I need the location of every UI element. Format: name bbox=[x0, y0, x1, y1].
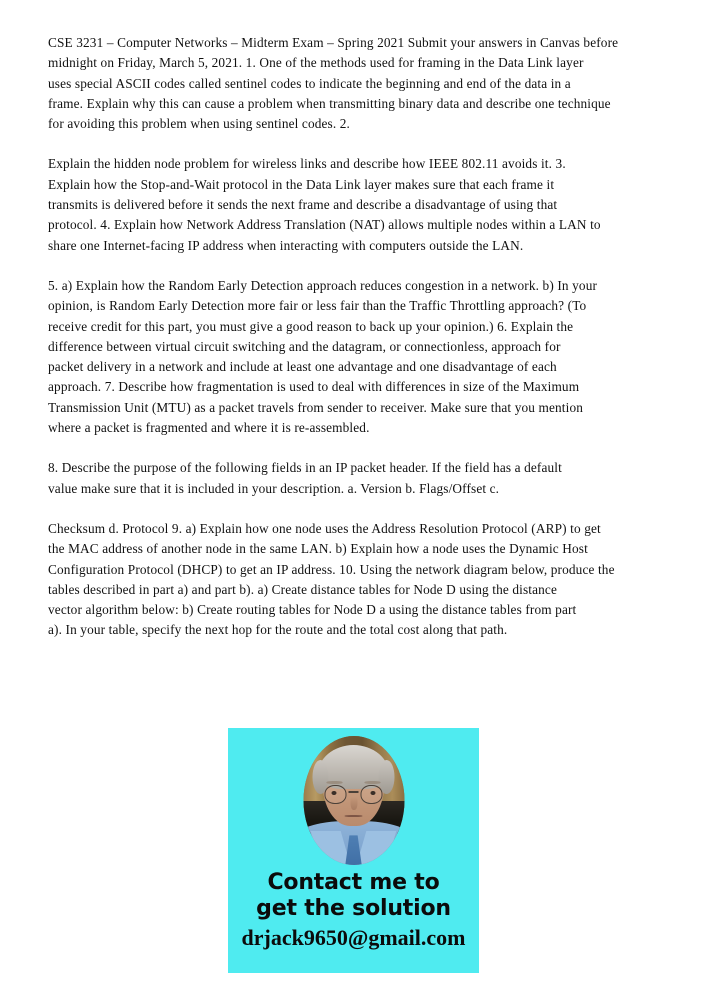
document-body bbox=[48, 33, 650, 641]
text-line: value make sure that it is included in your description. a. Version b. Flags/Offset c. bbox=[48, 480, 500, 496]
paragraph-5 bbox=[48, 519, 650, 641]
photo-nose bbox=[351, 797, 357, 810]
photo-eyebrow-left bbox=[326, 781, 342, 784]
photo-eyebrow-right bbox=[365, 781, 381, 784]
text-line: share one Internet-facing IP address when interacting with computers outside the LAN. bbox=[48, 237, 524, 253]
text-line: Transmission Unit (MTU) as a packet travels from sender to receiver. Make sure that you mention bbox=[48, 399, 584, 415]
contact-banner bbox=[228, 728, 479, 973]
text-line: opinion, is Random Early Detection more fair or less fair than the Traffic Throttling approach? (To bbox=[48, 298, 587, 314]
text-line: tables described in part a) and part b). a) Create distance tables for Node D using the distance bbox=[48, 581, 557, 597]
photo-eye-left bbox=[332, 791, 337, 795]
paragraph-4 bbox=[48, 458, 650, 499]
text-line: CSE 3231 – Computer Networks – Midterm Exam – Spring 2021 Submit your answers in Canvas before bbox=[48, 35, 619, 50]
text-line: packet delivery in a network and include at least one advantage and one disadvantage of each bbox=[48, 359, 557, 375]
text-line: Configuration Protocol (DHCP) to get an IP address. 10. Using the network diagram below, produce the bbox=[48, 561, 615, 577]
portrait-photo bbox=[303, 736, 404, 865]
photo-mouth bbox=[345, 815, 362, 817]
text-line: Explain how the Stop-and-Wait protocol in the Data Link layer makes sure that each frame it bbox=[48, 176, 555, 192]
text-line: vector algorithm below: b) Create routing tables for Node D a using the distance tables from part bbox=[48, 602, 577, 618]
paragraph-1 bbox=[48, 33, 650, 134]
text-line: a). In your table, specify the next hop for the route and the total cost along that path. bbox=[48, 622, 508, 638]
text-line: protocol. 4. Explain how Network Address Translation (NAT) allows multiple nodes within a LAN to bbox=[48, 217, 601, 233]
paragraph-2 bbox=[48, 154, 650, 255]
paragraph-3 bbox=[48, 276, 650, 438]
banner-heading-line-1: Contact me to bbox=[267, 870, 440, 895]
text-line: receive credit for this part, you must give a good reason to back up your opinion.) 6. Explain the bbox=[48, 318, 574, 334]
text-line: Explain the hidden node problem for wireless links and describe how IEEE 802.11 avoids it. 3. bbox=[48, 156, 566, 172]
text-line: transmits is delivered before it sends the next frame and describe a disadvantage of using that bbox=[48, 197, 558, 213]
text-line: the MAC address of another node in the same LAN. b) Explain how a node uses the Dynamic Host bbox=[48, 541, 588, 557]
banner-email-address: drjack9650@gmail.com bbox=[241, 925, 466, 950]
text-line: difference between virtual circuit switching and the datagram, or connectionless, approach for bbox=[48, 338, 561, 354]
text-line: where a packet is fragmented and where it is re-assembled. bbox=[48, 420, 370, 436]
text-line: uses special ASCII codes called sentinel codes to indicate the beginning and end of the data in a bbox=[48, 75, 571, 91]
banner-heading-line-2: get the solution bbox=[256, 896, 451, 921]
photo-eyeglass-bridge bbox=[348, 791, 358, 792]
text-line: Checksum d. Protocol 9. a) Explain how one node uses the Address Resolution Protocol (ARP) to get bbox=[48, 520, 601, 536]
text-line: approach. 7. Describe how fragmentation is used to deal with differences in size of the Maximum bbox=[48, 379, 580, 395]
text-line: midnight on Friday, March 5, 2021. 1. One of the methods used for framing in the Data Link layer bbox=[48, 55, 584, 71]
text-line: frame. Explain why this can cause a problem when transmitting binary data and describe one technique bbox=[48, 95, 611, 111]
text-line: 8. Describe the purpose of the following fields in an IP packet header. If the field has a default bbox=[48, 460, 562, 476]
text-line: for avoiding this problem when using sentinel codes. 2. bbox=[48, 116, 351, 132]
text-line: 5. a) Explain how the Random Early Detection approach reduces congestion in a network. b) In your bbox=[48, 277, 598, 293]
